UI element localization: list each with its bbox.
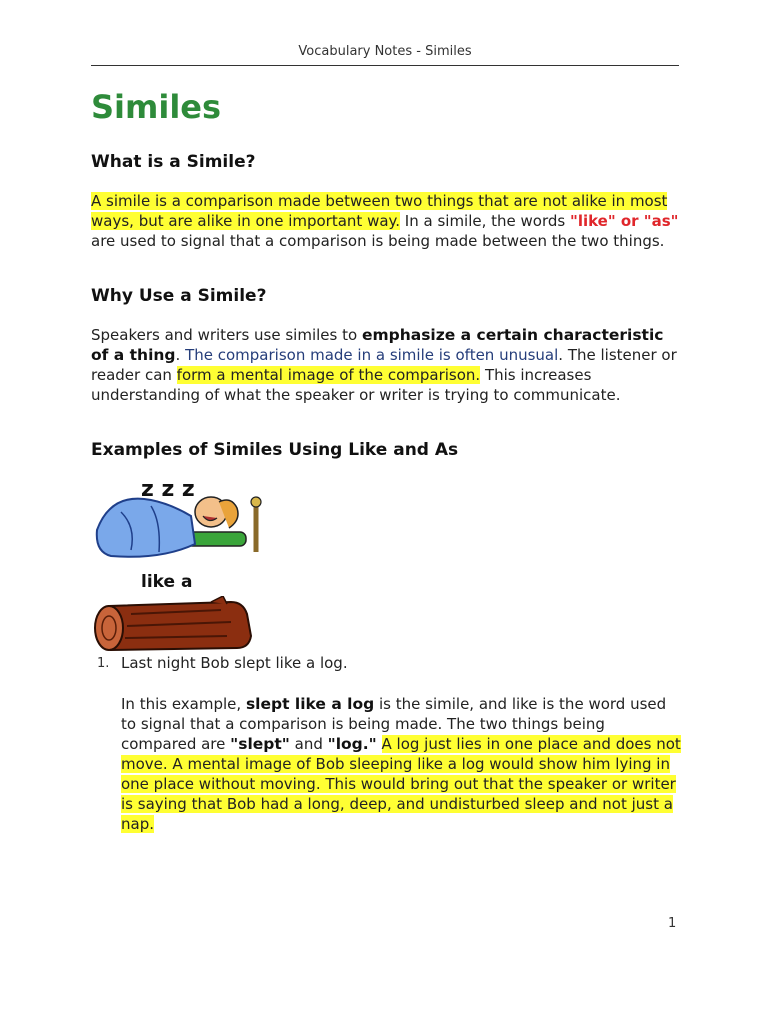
zzz-icon: z z z (141, 477, 195, 502)
expl-highlight: A log just lies in one place and does not move. A mental image of Bob sleeping like a log would show him lying in one place without moving. This would bring out that the speaker or writer is saying that Bob had a long, deep, and undisturbed sleep and not just a nap. (121, 735, 681, 833)
why-emphasis: emphasize a certain characteristic of a thing (91, 326, 664, 364)
why-text-1: Speakers and writers use similes to (91, 326, 362, 344)
why-blue-text: The comparison made in a simile is often unusual (185, 346, 559, 364)
why-highlight: form a mental image of the comparison. (176, 366, 481, 384)
log-illustration (91, 596, 256, 654)
why-text-4: This increases understanding of what the speaker or writer is trying to communicate. (91, 366, 621, 404)
running-header: Vocabulary Notes - Similes (91, 44, 679, 66)
page-number: 1 (668, 916, 677, 931)
definition-highlight: A simile is a comparison made between two things that are not alike in most ways, but are alike in one important way. (91, 192, 668, 230)
list-number: 1. (97, 656, 110, 671)
expl-thing-2: "log." (327, 735, 377, 753)
expl-simile: slept like a log (245, 695, 375, 713)
expl-text-3: and (289, 735, 328, 753)
like-a-caption: like a (141, 572, 193, 592)
definition-text-2: are used to signal that a comparison is being made between the two things. (91, 232, 665, 250)
expl-text-4 (377, 735, 382, 753)
section-heading-what: What is a Simile? (91, 152, 256, 172)
definition-text-1: In a simile, the words (400, 212, 570, 230)
example-explanation (121, 694, 681, 834)
why-paragraph (91, 325, 681, 405)
sleeping-person-illustration (91, 472, 271, 568)
section-heading-examples: Examples of Similes Using Like and As (91, 440, 459, 460)
expl-text-2: is the simile, and like is the word used to signal that a comparison is being made. The two things being compared are (121, 695, 667, 753)
like-as-keywords: "like" or "as" (570, 212, 679, 230)
section-heading-why: Why Use a Simile? (91, 286, 267, 306)
page-title: Similes (91, 88, 222, 126)
expl-text-1: In this example, (121, 695, 246, 713)
why-text-2: . (175, 346, 186, 364)
expl-thing-1: "slept" (230, 735, 290, 753)
why-text-3: . The listener or reader can (91, 346, 677, 384)
example-sentence: Last night Bob slept like a log. (121, 654, 348, 672)
definition-paragraph (91, 191, 681, 251)
